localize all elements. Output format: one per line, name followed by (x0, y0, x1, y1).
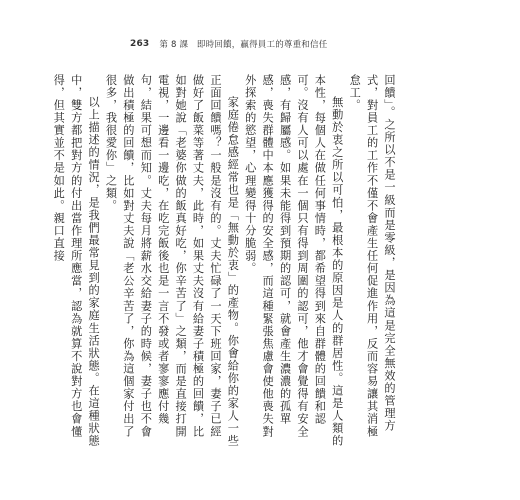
running-head: 第 8 課 即時回饋，贏得員工的尊重和信任 (159, 40, 328, 50)
paragraph-2: 無動於衷之所以可怕，最根本的原因是人的群居性。這是人類的本性，每個人在做任何事情時，都希望得到來自群體的回饋和認可。沒有人可以處在一個只有得到周圍的認可，他才會覺得有安全感，有歸屬感。如果未能得到預期的認可，就會產生濃濃的孤單感，喪失群體中本應獲得的安全感，而這種緊張焦慮會使他喪失對外探索的慾望，心理變得十分脆弱。 (243, 74, 344, 448)
body-text (52, 74, 398, 448)
page-number: 263 (130, 39, 150, 49)
paragraph-1: 回饋」。之所以不是一級而是零級，是因為這是完全無效的管理方式，對員工的工作不僅不會產生任何促進作用，反而容易讓其消極怠工。 (348, 74, 396, 438)
page-header (130, 37, 327, 51)
paragraph-3: 家庭倦怠感經常也是「無動於衷」的產物。你會給你的家人一些正面回饋嗎？一般是沒有的。丈夫忙碌了一天下班回家，妻子已經做好了飯菜等著丈夫，此時，如果丈夫沒有給妻子積極的回饋，比如對她說「老婆你做的飯真好吃，你辛苦了」之類，而是直接打開電視，一邊看一邊吃，在吃完飯後也是一言不發或者寥寥應付幾句，結果可想而知。丈夫每月將薪水交給妻子的時候，妻子也不會做出積極的回饋，比如對丈夫說「老公辛苦了，你為這個家付出了很多，我很愛你」之類。 (104, 74, 240, 448)
paragraph-4: 以上描述的情況，是我們最常見到的家庭生活狀態。在這種狀態中，雙方都把對方的付出當作理所應當，認為就算不說對方也會懂得，但其實並不是如此。親口直接 (52, 74, 101, 448)
